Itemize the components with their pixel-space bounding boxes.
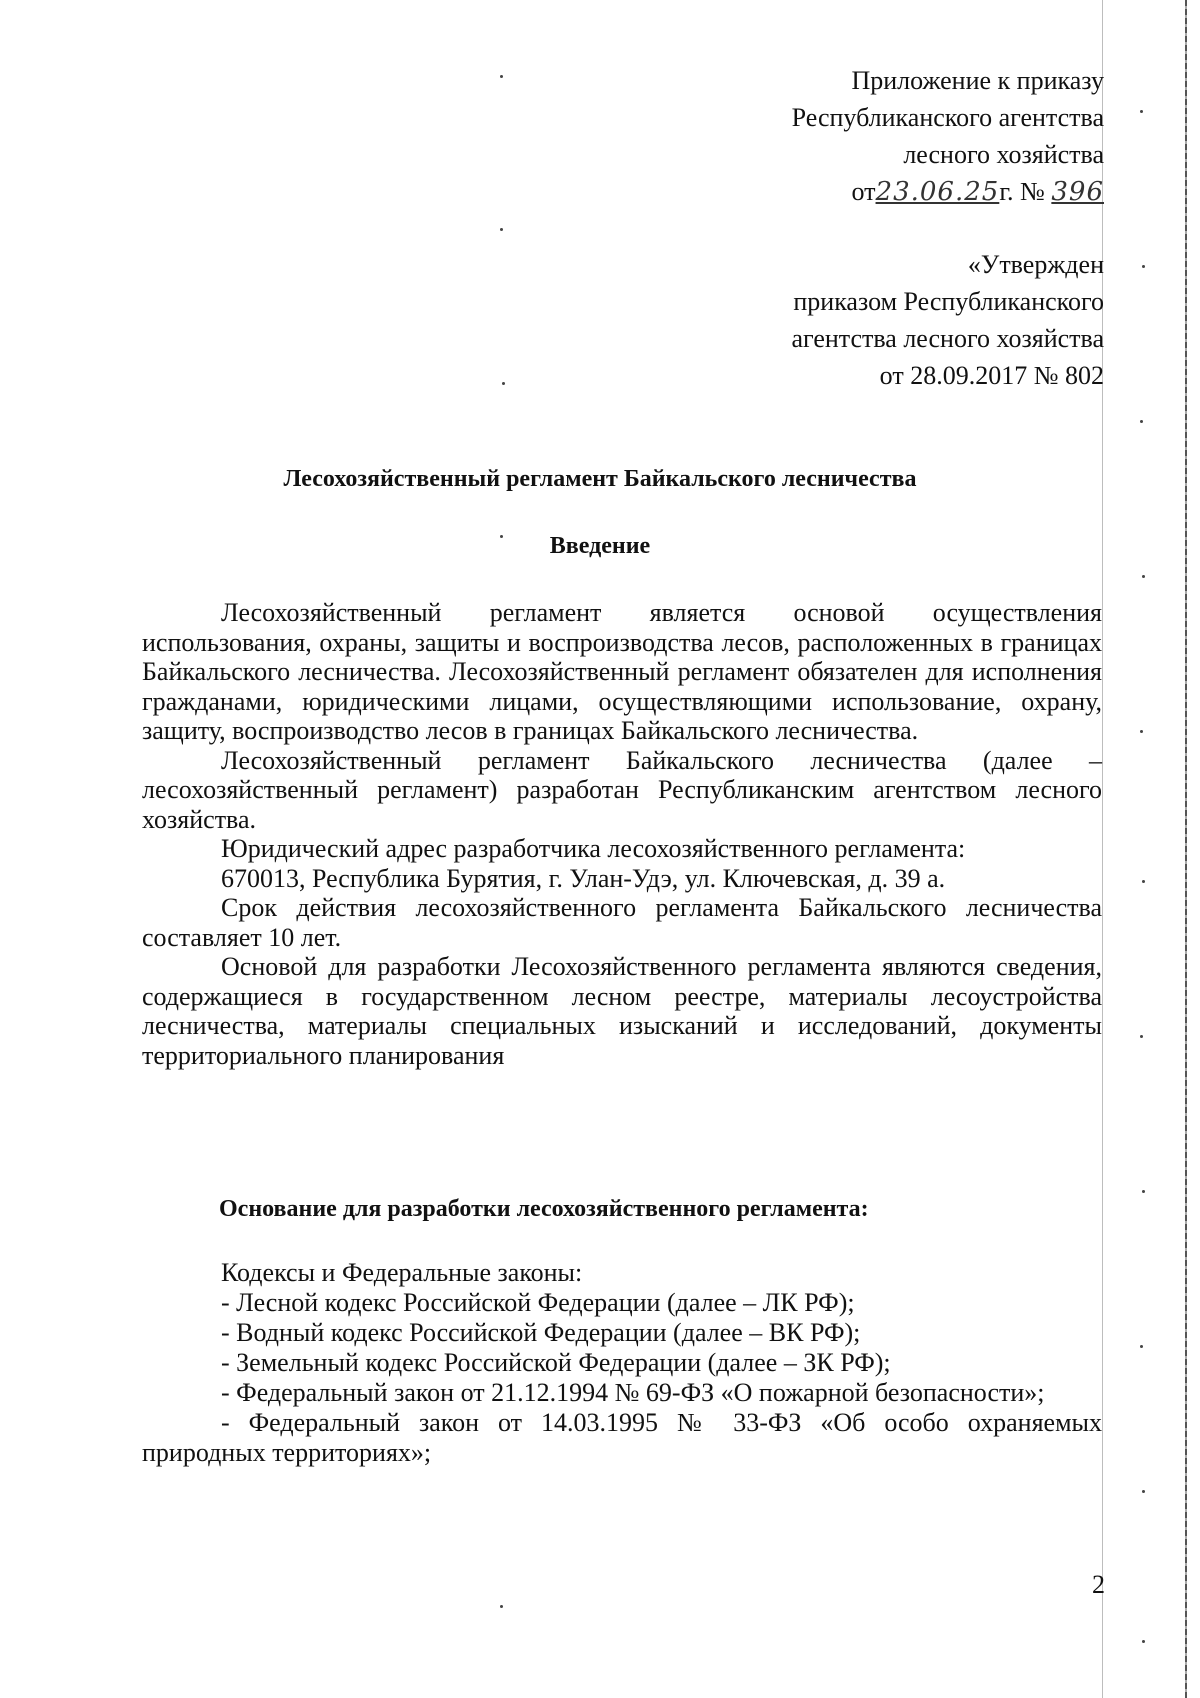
order-appendix-header [792, 62, 1104, 211]
list-item: - Земельный кодекс Российской Федерации (далее – ЗК РФ); [221, 1348, 891, 1377]
handwritten-order-number: 396 [1051, 177, 1104, 207]
scan-speck [1140, 420, 1143, 423]
scan-speck [500, 1605, 503, 1608]
scan-speck [500, 228, 503, 231]
page-number: 2 [1092, 1570, 1105, 1599]
list-item: - Федеральный закон от 14.03.1995 № 33-ФЗ «Об особо охраняемых природных территориях»; [142, 1408, 1102, 1467]
approval-line-1: «Утвержден [967, 250, 1104, 279]
approval-stamp-text [791, 246, 1104, 394]
list-item: Кодексы и Федеральные законы: [221, 1258, 583, 1287]
scan-speck [1140, 1035, 1143, 1038]
scan-speck [1142, 575, 1145, 578]
list-item: - Федеральный закон от 21.12.1994 № 69-ФЗ «О пожарной безопасности»; [221, 1378, 1045, 1407]
intro-heading: Введение [549, 533, 651, 559]
scan-speck [1142, 1190, 1145, 1193]
scan-speck [1140, 1345, 1143, 1348]
intro-section [142, 598, 1102, 1070]
scan-speck [1140, 110, 1143, 113]
approval-line-3: агентства лесного хозяйства [791, 324, 1104, 353]
date-prefix: от [851, 177, 876, 206]
scan-speck [1142, 1490, 1145, 1493]
header-date-line [792, 173, 1104, 211]
basis-list [142, 1258, 1102, 1468]
approval-line-2: приказом Республиканского [793, 287, 1104, 316]
intro-paragraph: 670013, Республика Бурятия, г. Улан-Удэ, ул. Ключевская, д. 39 а. [221, 863, 946, 893]
document-title: Лесохозяйственный регламент Байкальского лесничества [283, 466, 917, 492]
scan-speck [1142, 1640, 1145, 1643]
intro-paragraph: Лесохозяйственный регламент Байкальского лесничества (далее – лесохозяйственный регламент) разработан Республиканским агентством лесного хозяйства. [142, 745, 1102, 834]
handwritten-date: 23.06.25 [875, 177, 1000, 207]
scan-edge [1185, 0, 1187, 1698]
basis-heading: Основание для разработки лесохозяйственного регламента: [219, 1196, 869, 1222]
list-item: - Лесной кодекс Российской Федерации (далее – ЛК РФ); [221, 1288, 855, 1317]
approval-line-4: от 28.09.2017 № 802 [879, 361, 1104, 390]
list-item: - Водный кодекс Российской Федерации (далее – ВК РФ); [221, 1318, 861, 1347]
intro-paragraph: Юридический адрес разработчика лесохозяйственного регламента: [221, 834, 966, 863]
scan-speck [1142, 265, 1145, 268]
date-suffix: г. № [999, 177, 1045, 206]
intro-paragraph: Срок действия лесохозяйственного регламента Байкальского лесничества составляет 10 лет. [142, 893, 1102, 952]
intro-paragraph: Лесохозяйственный регламент является основой осуществления использования, охраны, защиты и воспроизводства лесов, расположенных в границах Байкальского лесничества. Лесохозяйственный регламент обязателен для исполнения гражданами, юридическими лицами, осуществляющими использование, охрану, защиту, воспроизводство лесов в границах Байкальского лесничества. [142, 598, 1102, 745]
header-line-3: лесного хозяйства [903, 140, 1104, 169]
header-line-2: Республиканского агентства [791, 103, 1104, 132]
scan-speck [1140, 730, 1143, 733]
scan-speck [502, 382, 505, 385]
intro-paragraph: Основой для разработки Лесохозяйственного регламента являются сведения, содержащиеся в государственном лесном реестре, материалы лесоустройства лесничества, материалы специальных изысканий и исследований, документы территориального планирования [142, 952, 1102, 1070]
scan-speck [1142, 880, 1145, 883]
header-line-1: Приложение к приказу [851, 66, 1104, 95]
scan-speck [500, 75, 503, 78]
